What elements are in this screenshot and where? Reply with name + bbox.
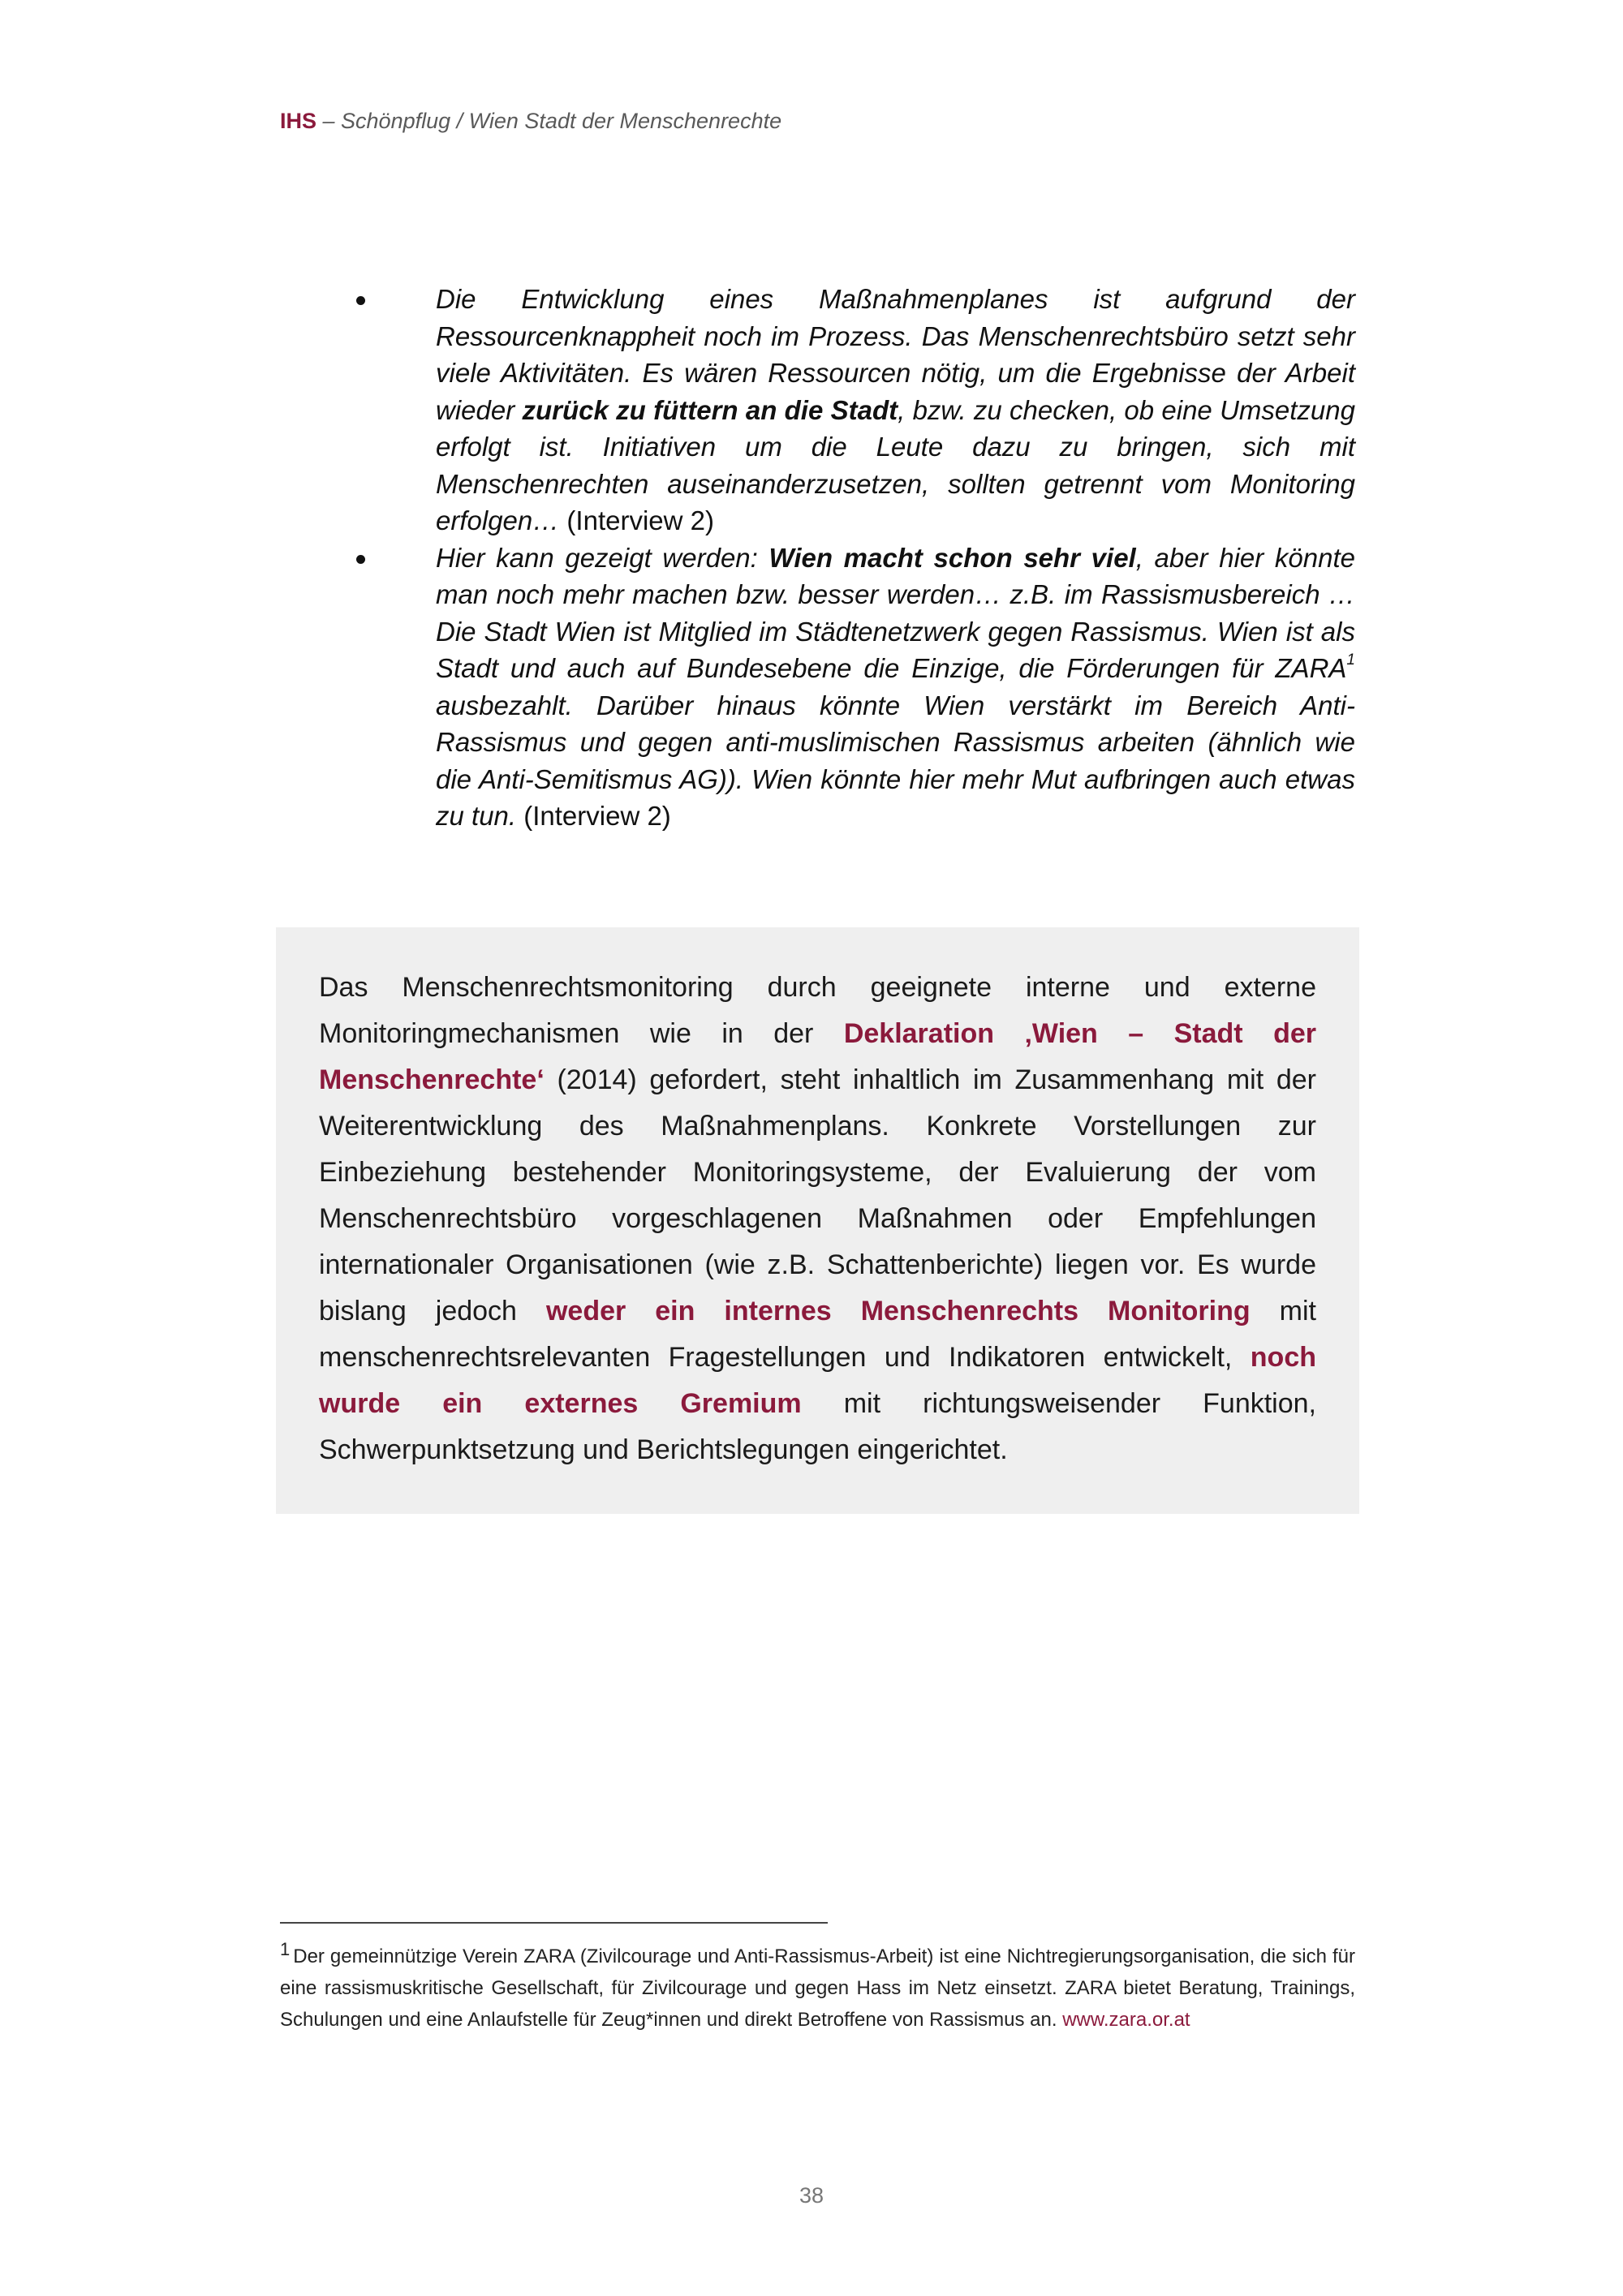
summary-highlight: weder ein internes Menschenrechts Monitoring bbox=[545, 1296, 1251, 1326]
summary-segment: (2014) gefordert, steht inhaltlich im Zusammenhang mit der Weiterentwicklung des Maßnahmenplans. Konkrete Vorstellungen zur Einbeziehung bestehender Monitoringsysteme, der Evaluierung der vom Menschenrechtsbüro vorgeschlagenen Maßnahmen oder Empfehlungen internationaler Organisationen (wie z.B. Schattenberichte) liegen vor. Es wurde bislang jedoch bbox=[319, 1064, 1316, 1326]
footnote-text: Der gemeinnützige Verein ZARA (Zivilcourage und Anti-Rassismus-Arbeit) ist eine Nichtregierungsorganisation, die sich für eine rassismuskritische Gesellschaft, für Zivilcourage und gegen Hass im Netz einsetzt. ZARA bietet Beratung, Trainings, Schulungen und eine Anlaufstelle für Zeug*innen und direkt Betroffene von Rassismus an. bbox=[280, 1946, 1355, 2031]
running-header bbox=[280, 109, 781, 134]
footnote-mark: 1 bbox=[280, 1939, 291, 1959]
list-item bbox=[345, 540, 1355, 835]
quote-emphasis: Wien macht schon sehr viel bbox=[768, 542, 1136, 573]
summary-box bbox=[276, 927, 1359, 1514]
header-subtitle: – Schönpflug / Wien Stadt der Menschenrechte bbox=[316, 109, 782, 133]
quote-segment: ausbezahlt. Darüber hinaus könnte Wien verstärkt im Bereich Anti-Rassismus und gegen anti-muslimischen Rassismus arbeiten (ähnlich wie die Anti-Semitismus AG)). Wien könnte hier mehr Mut aufbringen auch etwas zu tun. bbox=[436, 690, 1355, 831]
quote-text bbox=[436, 540, 1355, 835]
bullet-icon bbox=[356, 296, 365, 305]
footnote-reference[interactable]: 1 bbox=[1346, 651, 1355, 669]
summary-highlight: noch wurde ein externes Gremium bbox=[319, 1342, 1316, 1419]
quote-emphasis: zurück zu füttern an die Stadt bbox=[522, 394, 898, 425]
footnote-link[interactable]: www.zara.or.at bbox=[1062, 2009, 1190, 2031]
footnote-divider bbox=[280, 1922, 828, 1924]
quote-source: (Interview 2) bbox=[516, 801, 671, 831]
bullet-icon bbox=[356, 555, 365, 564]
footnote bbox=[280, 1941, 1355, 2036]
header-brand: IHS bbox=[280, 109, 317, 133]
page-number: 38 bbox=[799, 2183, 824, 2208]
interview-quote-list bbox=[345, 281, 1355, 835]
summary-text bbox=[319, 965, 1316, 1473]
summary-segment: mit richtungsweisender Funktion, Schwerpunktsetzung und Berichtslegungen eingerichtet. bbox=[319, 1388, 1316, 1465]
list-item bbox=[345, 281, 1355, 540]
summary-highlight: Deklaration ‚Wien – Stadt der Menschenrechte‘ bbox=[319, 1018, 1316, 1095]
summary-segment: mit menschenrechtsrelevanten Fragestellungen und Indikatoren entwickelt, bbox=[319, 1296, 1316, 1373]
quote-segment: , aber hier könnte man noch mehr machen bzw. besser werden… z.B. im Rassismusbereich … Die Stadt Wien ist Mitglied im Städtenetzwerk gegen Rassismus. Wien ist als Stadt und auch auf Bundesebene die Einzige, die Förderungen für ZARA bbox=[436, 542, 1355, 683]
quote-source: (Interview 2) bbox=[559, 505, 714, 535]
quote-segment: Die Entwicklung eines Maßnahmenplanes ist aufgrund der Ressourcenknappheit noch im Prozess. Das Menschenrechtsbüro setzt sehr viele Aktivitäten. Es wären Ressourcen nötig, um die Ergebnisse der Arbeit wieder bbox=[436, 284, 1355, 425]
quote-segment: , bzw. zu checken, ob eine Umsetzung erfolgt ist. Initiativen um die Leute dazu zu bringen, sich mit Menschenrechten auseinanderzusetzen, sollten getrennt vom Monitoring erfolgen… bbox=[436, 394, 1355, 535]
quote-segment: Hier kann gezeigt werden: bbox=[436, 542, 769, 573]
quote-text bbox=[436, 281, 1355, 540]
summary-segment: Das Menschenrechtsmonitoring durch geeignete interne und externe Monitoringmechanismen wie in der bbox=[319, 972, 1316, 1049]
